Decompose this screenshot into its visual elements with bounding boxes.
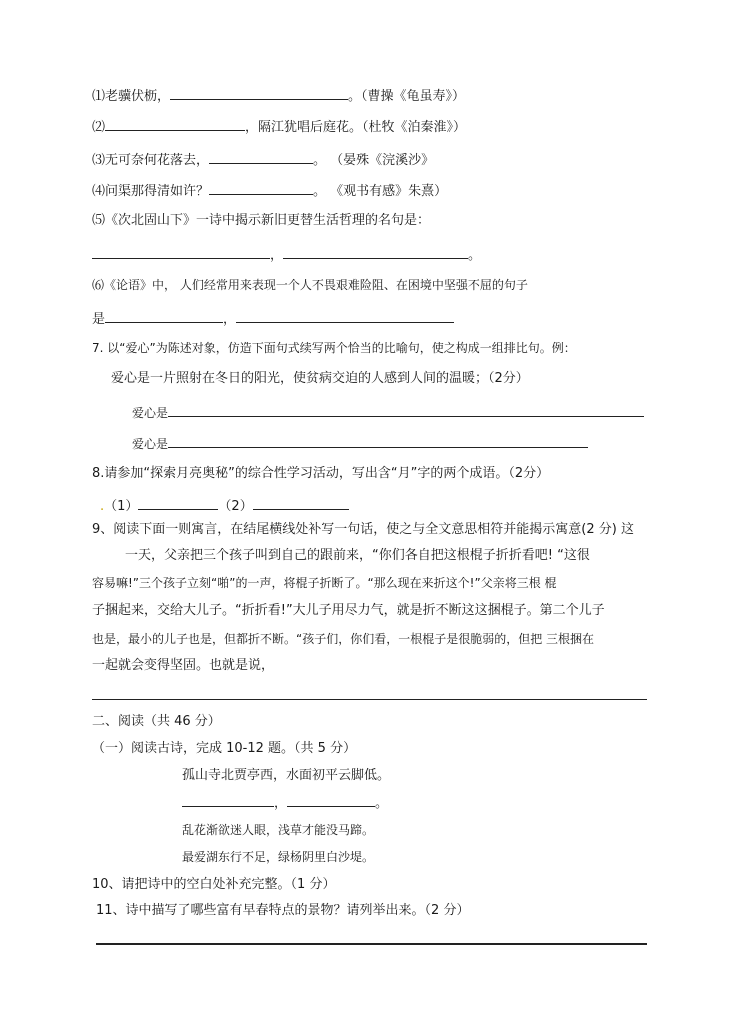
q1-text: ⑴老骥伏枥，	[92, 89, 171, 104]
answer-blank[interactable]	[209, 181, 313, 195]
answer-blank[interactable]	[92, 245, 270, 259]
answer-blank[interactable]	[138, 496, 218, 510]
answer-blank[interactable]	[168, 434, 588, 448]
q2-text: ，隔江犹唱后庭花。（杜牧《泊秦淮》）	[245, 120, 467, 135]
answer-blank[interactable]	[182, 793, 274, 807]
question-7-example: 爱心是一片照射在冬日的阳光，使贫病交迫的人感到人间的温暖；（2分）	[111, 371, 529, 386]
q3-text: ⑶无可奈何花落去，	[92, 153, 210, 168]
question-7-answer-2	[132, 434, 588, 453]
question-6-answer-line	[92, 309, 454, 329]
answer-blank[interactable]	[287, 793, 375, 807]
q1-source: 。（曹操《龟虽寿》）	[348, 89, 466, 104]
answer-blank[interactable]	[253, 496, 349, 510]
poem-period: 。	[375, 796, 389, 811]
question-9: 9、阅读下面一则寓言，在结尾横线处补写一句话，使之与全文意思相符并能揭示寓意(2 分) 这	[92, 522, 634, 537]
q3-source: 。 （晏殊《浣溪沙》	[313, 153, 435, 168]
mark-dot: .	[100, 499, 105, 514]
q6-comma: ，	[223, 312, 237, 327]
question-8: 8.请参加“探索月亮奥秘”的综合性学习活动，写出含“月”字的两个成语。（2分）	[92, 466, 550, 481]
question-9-passage-line: 子捆起来，交给大儿子。“折折看!”大儿子用尽力气，就是折不断这这捆棍子。第二个儿子	[92, 603, 605, 618]
question-9-passage-line: 一天，父亲把三个孩子叫到自己的跟前来，“你们各自把这根棍子折折看吧! “这很	[125, 548, 590, 563]
answer-blank[interactable]	[209, 150, 313, 164]
question-2	[92, 117, 466, 137]
answer-blank[interactable]	[283, 245, 468, 259]
answer-blank[interactable]	[105, 117, 245, 131]
poem-line-4: 最爱湖东行不足，绿杨阴里白沙堤。	[182, 850, 375, 864]
poem-line-2	[182, 793, 388, 813]
q7-label-2: 爱心是	[132, 437, 169, 451]
q5-period: 。	[468, 248, 482, 263]
q5-comma: ，	[270, 248, 284, 263]
q4-source: 。 《观书有感》朱熹）	[313, 184, 448, 199]
q6-prefix: 是	[92, 312, 106, 327]
answer-line[interactable]	[92, 699, 647, 700]
q8-label-1: （1）	[104, 499, 139, 514]
question-6: ⑹《论语》中， 人们经常用来表现一个人不畏艰难险阻、在困境中坚强不屈的句子	[92, 278, 528, 292]
answer-blank[interactable]	[170, 86, 348, 100]
q4-text: ⑷问渠那得清如许？	[92, 184, 210, 199]
question-3	[92, 150, 434, 170]
question-9-passage-line: 容易嘛!”三个孩子立刻“啪”的一声，将棍子折断了。“那么现在来折这个!”父亲将三根 棍	[92, 576, 557, 590]
section-2-title: 二、阅读（共 46 分）	[92, 714, 221, 729]
question-5: ⑸《次北固山下》一诗中揭示新旧更替生活哲理的名句是：	[92, 213, 431, 228]
question-9-passage-line: 一起就会变得坚固。也就是说，	[92, 658, 275, 673]
question-7: 7. 以“爱心”为陈述对象，仿造下面句式续写两个恰当的比喻句，使之构成一组排比句。例：	[92, 341, 576, 355]
question-8-answers	[100, 496, 349, 516]
q2-number: ⑵	[92, 120, 106, 135]
section-2-subtitle: （一）阅读古诗，完成 10-12 题。（共 5 分）	[92, 741, 357, 756]
poem-line-1: 孤山寺北贾亭西，水面初平云脚低。	[182, 768, 391, 783]
answer-blank[interactable]	[105, 309, 223, 323]
answer-line[interactable]	[96, 943, 647, 945]
q7-label-1: 爱心是	[132, 406, 169, 420]
poem-line-3: 乱花渐欲迷人眼，浅草才能没马蹄。	[182, 823, 375, 837]
question-11: 11、诗中描写了哪些富有早春特点的景物？请列举出来。（2 分）	[96, 903, 470, 918]
poem-comma: ，	[274, 796, 288, 811]
question-5-answer-line	[92, 245, 481, 265]
answer-blank[interactable]	[236, 309, 454, 323]
question-10: 10、请把诗中的空白处补充完整。（1 分）	[92, 877, 336, 892]
question-9-passage-line: 也是，最小的儿子也是，但都折不断。“孩子们，你们看，一根棍子是很脆弱的，但把 三根捆在	[92, 632, 595, 646]
q8-label-2: （2）	[218, 499, 253, 514]
answer-blank[interactable]	[168, 403, 644, 417]
question-7-answer-1	[132, 403, 644, 422]
question-1	[92, 86, 465, 106]
question-4	[92, 181, 447, 201]
